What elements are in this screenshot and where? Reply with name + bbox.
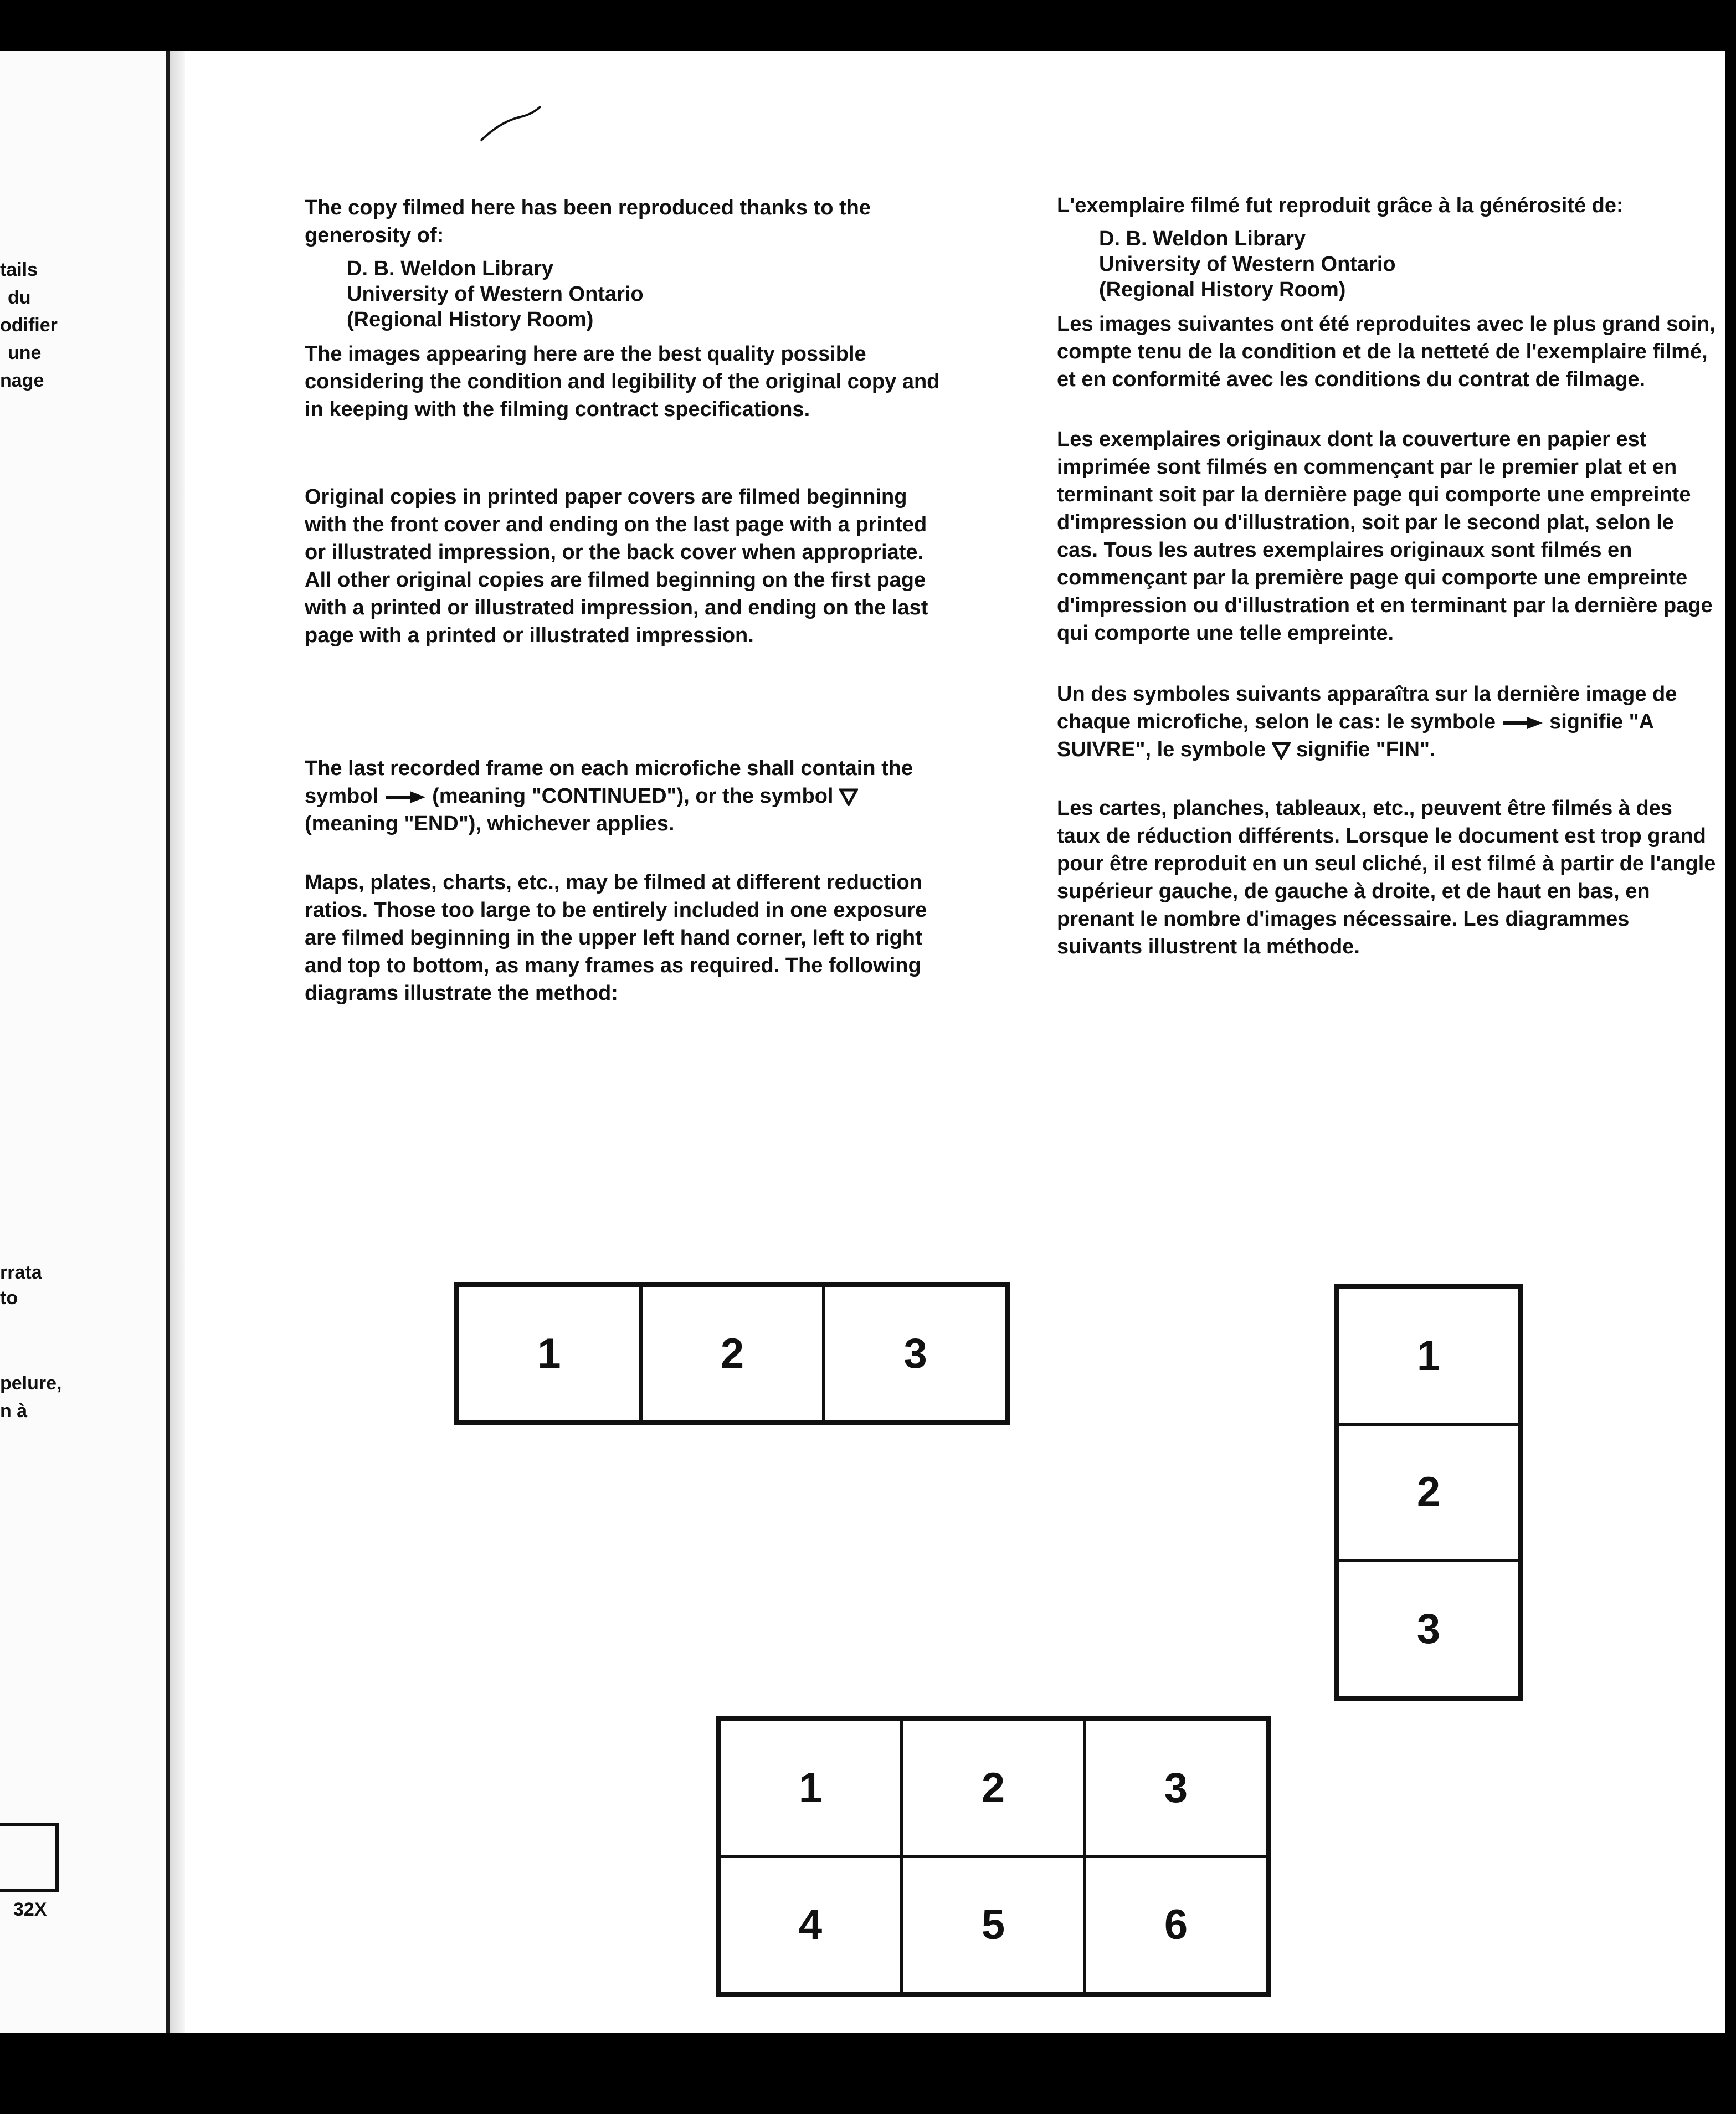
scan-border-bottom — [0, 2033, 1736, 2114]
french-images-paragraph: Les images suivantes ont été reproduites avec le plus grand soin, compte tenu de la condition et de la netteté de l'exemplaire filmé, et en conformité avec les conditions du contrat de filmage. — [1057, 312, 1716, 391]
diagram-vertical — [1334, 1284, 1523, 1701]
fragment-text: odifier — [0, 315, 58, 336]
library-university: University of Western Ontario — [1099, 253, 1396, 276]
scan-border-right — [1725, 51, 1736, 2033]
arrow-icon — [1502, 716, 1544, 730]
fragment-text: n à — [0, 1400, 28, 1422]
diagram-frame: 6 — [1085, 1856, 1267, 1993]
english-column — [305, 194, 947, 1007]
diagram-frame: 1 — [1337, 1287, 1520, 1424]
french-covers-paragraph: Les exemplaires originaux dont la couverture en papier est imprimée sont filmés en commençant par le premier plat et en terminant soit par la dernière page qui comporte une empreinte d'impression ou d'illustration, soit par le second plat, selon le cas. Tous les autres exemplaires originaux sont filmés en commençant par la première page qui comporte une empreinte d'impression ou d'illustration et en terminant par la dernière page qui comporte une telle empreinte. — [1057, 428, 1713, 645]
left-sheet-fragment — [0, 51, 166, 2033]
triangle-down-icon — [839, 788, 858, 806]
fragment-text: du — [8, 287, 31, 308]
main-page — [185, 51, 1725, 2033]
english-thanks: The copy filmed here has been reproduced thanks to the generosity of: — [305, 196, 871, 247]
english-symbol-text-b: (meaning "CONTINUED"), or the symbol — [432, 784, 834, 808]
fragment-text: tails — [0, 259, 38, 280]
diagram-frame: 3 — [1085, 1720, 1267, 1856]
french-symbol-text-c: signifie "FIN". — [1296, 738, 1436, 761]
diagram-grid — [716, 1716, 1271, 1997]
english-maps-paragraph: Maps, plates, charts, etc., may be filmed at different reduction ratios. Those too large to be entirely included in one exposure are filmed beginning in the upper left hand corner, left to right and top to bottom, as many frames as required. The following diagrams illustrate the method: — [305, 871, 927, 1005]
english-symbol-text-a: The last recorded frame on each microfiche shall contain the symbol — [305, 757, 913, 808]
french-symbol-text-a: Un des symboles suivants apparaîtra sur la dernière image de chaque microfiche, selon le cas: le symbole — [1057, 683, 1677, 733]
english-images-paragraph: The images appearing here are the best quality possible considering the condition and legibility of the original copy and in keeping with the filming contract specifications. — [305, 342, 940, 421]
fragment-text: une — [8, 342, 42, 363]
diagram-frame: 3 — [1337, 1561, 1520, 1697]
diagram-frame: 2 — [902, 1720, 1085, 1856]
arrow-icon — [384, 790, 427, 804]
fragment-text: rrata — [0, 1262, 42, 1283]
english-symbol-text-c: (meaning "END"), whichever applies. — [305, 812, 675, 835]
diagram-frame: 3 — [824, 1285, 1007, 1422]
diagram-frame: 4 — [719, 1856, 902, 1993]
french-library-block — [1057, 226, 1716, 302]
pen-mark-icon — [479, 104, 545, 143]
diagram-frame: 5 — [902, 1856, 1085, 1993]
scale-label: 32X — [13, 1899, 47, 1920]
english-covers-paragraph: Original copies in printed paper covers are filmed beginning with the front cover and ending on the last page with a printed or illustrated impression, or the back cover when appropriate. All other original copies are filmed beginning on the first page with a printed or illustrated impression, and ending on the last page with a printed or illustrated impression. — [305, 485, 928, 647]
library-name: D. B. Weldon Library — [347, 257, 554, 280]
english-symbol-paragraph — [305, 755, 947, 838]
library-room: (Regional History Room) — [347, 308, 594, 331]
triangle-down-icon — [1272, 742, 1291, 760]
fragment-text: pelure, — [0, 1373, 62, 1394]
library-university: University of Western Ontario — [347, 283, 644, 306]
diagram-frame: 2 — [641, 1285, 824, 1422]
library-room: (Regional History Room) — [1099, 278, 1346, 301]
french-thanks: L'exemplaire filmé fut reproduit grâce à la générosité de: — [1057, 194, 1624, 217]
library-name: D. B. Weldon Library — [1099, 227, 1306, 250]
french-symbol-text-b: signifie "A SUIVRE", le symbole — [1057, 710, 1653, 761]
diagram-frame: 2 — [1337, 1424, 1520, 1561]
french-column — [1057, 192, 1716, 961]
french-maps-paragraph: Les cartes, planches, tableaux, etc., peuvent être filmés à des taux de réduction différents. Lorsque le document est trop grand pour être reproduit en un seul cliché, il est filmé à partir de l'angle supérieur gauche, de gauche à droite, et de haut en bas, en prenant le nombre d'images nécessaire. Les diagrammes suivants illustrent la méthode. — [1057, 797, 1716, 958]
scan-border-top — [0, 0, 1736, 51]
fragment-text: nage — [0, 370, 44, 391]
diagram-frame: 1 — [458, 1285, 641, 1422]
scale-box — [0, 1823, 59, 1892]
sheet-edge-shadow — [170, 51, 185, 2033]
diagram-horizontal — [454, 1282, 1010, 1425]
french-symbol-paragraph — [1057, 680, 1716, 763]
fragment-text: to — [0, 1287, 18, 1309]
diagram-frame: 1 — [719, 1720, 902, 1856]
english-library-block — [305, 256, 947, 332]
